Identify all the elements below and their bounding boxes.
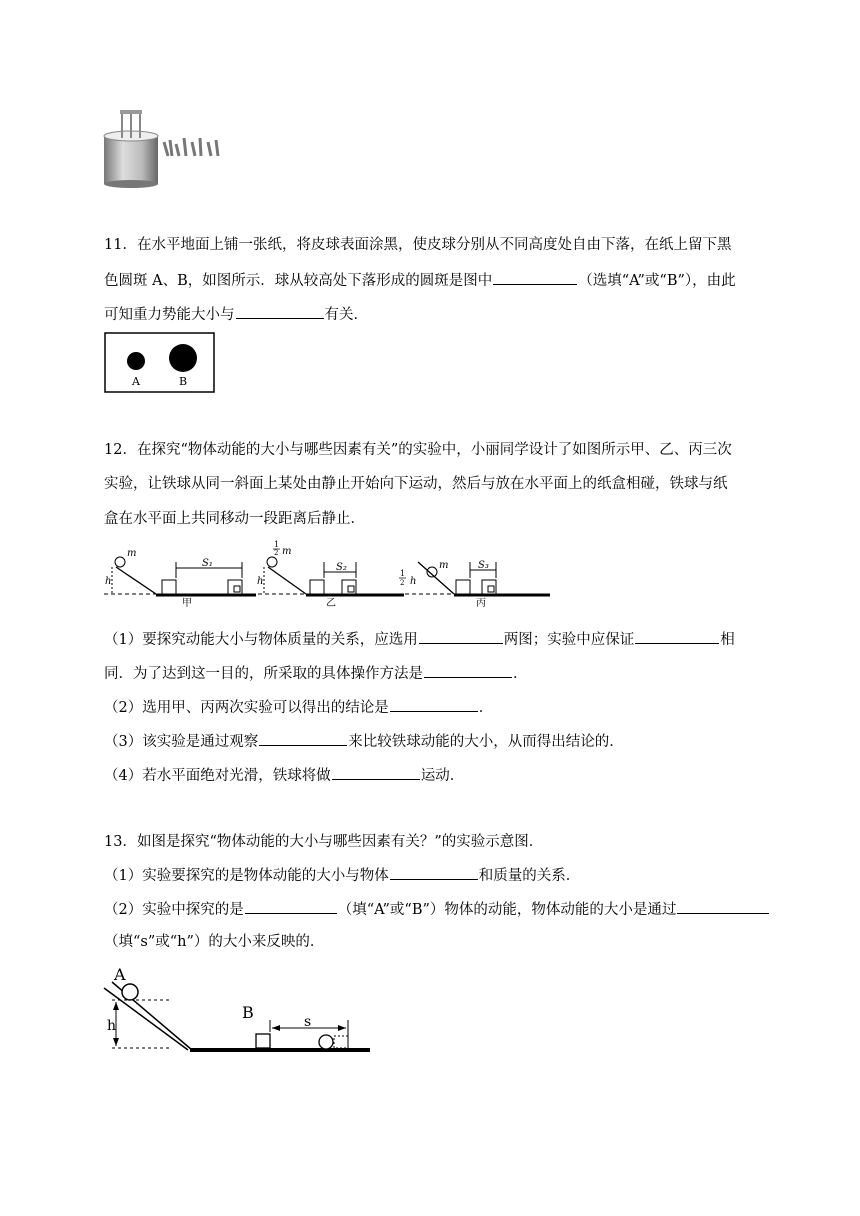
q12-text: ． <box>513 666 528 682</box>
q12-three-experiments-figure <box>104 540 552 612</box>
q11-answer-blank-1[interactable] <box>493 270 577 285</box>
spot-a <box>127 352 145 370</box>
q12-part-1-line-2 <box>104 663 528 684</box>
q11-text: 可知重力势能大小与 <box>104 307 235 323</box>
q12-text: ． <box>478 700 494 716</box>
q12-part-3 <box>104 731 624 752</box>
q13-answer-blank-1[interactable] <box>390 865 478 880</box>
q12-answer-blank-6[interactable] <box>332 765 420 780</box>
q13-part-1 <box>104 865 580 886</box>
q13-text: 和质量的关系． <box>478 868 581 884</box>
label-m: m <box>282 546 292 557</box>
q12-text: （3）该实验是通过观察 <box>104 734 259 750</box>
experiment-bing <box>399 560 550 609</box>
label-b: B <box>242 1003 254 1022</box>
q12-text: （2）选用甲、丙两次实验可以得出的结论是 <box>104 700 389 716</box>
label-m: m <box>439 560 449 571</box>
ball-a <box>122 984 138 1000</box>
q11-text: 有关． <box>324 307 368 323</box>
q12-part-1-line-1 <box>104 629 735 650</box>
label-m: m <box>127 548 137 559</box>
label-h: h <box>410 576 417 587</box>
experiment-yi <box>257 540 404 609</box>
q12-text: 两图；实验中应保证 <box>503 632 635 648</box>
q13-part-2-line-1 <box>104 899 770 920</box>
label-a: A <box>114 965 126 984</box>
q12-line-1: 12．在探究“物体动能的大小与哪些因素有关”的实验中，小丽同学设计了如图所示甲、乙、丙三次 <box>104 442 732 458</box>
label-half-den: 2 <box>274 549 279 557</box>
q12-line-2: 实验，让铁球从同一斜面上某处由静止开始向下运动，然后与放在水平面上的纸盒相碰，铁球与纸 <box>104 476 728 492</box>
label-s3: S₃ <box>478 560 489 571</box>
q12-text: （4）若水平面绝对光滑，铁球将做 <box>104 768 331 784</box>
label-h: h <box>105 576 112 587</box>
q13-answer-blank-3[interactable] <box>677 899 769 914</box>
q12-answer-blank-4[interactable] <box>390 697 478 712</box>
q13-text: （填“A”或“B”）物体的动能，物体动能的大小是通过 <box>337 902 677 918</box>
q12-text: 同．为了达到这一目的，所采取的具体操作方法是 <box>104 666 423 682</box>
label-h: h <box>257 576 264 587</box>
q13-answer-blank-2[interactable] <box>245 899 337 914</box>
q12-text: 来比较铁球动能的大小，从而得出结论的． <box>348 734 624 750</box>
q12-part-4 <box>104 765 464 786</box>
label-jia: 甲 <box>182 598 192 609</box>
q12-answer-blank-2[interactable] <box>635 629 719 644</box>
q11-text: （选填“A”或“B”），由此 <box>578 273 736 289</box>
q11-line-3 <box>104 304 368 325</box>
label-half: 1 <box>274 540 280 549</box>
label-s: s <box>304 1014 312 1030</box>
q13-text: （2）实验中探究的是 <box>104 902 244 918</box>
q12-answer-blank-1[interactable] <box>419 629 503 644</box>
label-s2: S₂ <box>336 562 347 573</box>
q11-text: 色圆斑 A、B，如图所示．球从较高处下落形成的圆斑是图中 <box>104 273 493 289</box>
q12-text: （1）要探究动能大小与物体质量的关系，应选用 <box>104 632 418 648</box>
q12-text: 运动． <box>420 768 465 784</box>
label-s1: S₁ <box>202 558 213 569</box>
q13-incline-figure <box>102 958 370 1068</box>
spot-b <box>169 344 197 372</box>
label-h: h <box>107 1018 117 1034</box>
q11-line-1: 11．在水平地面上铺一张纸，将皮球表面涂黑，使皮球分别从不同高度处自由下落，在纸上留下黑 <box>104 237 732 253</box>
q11-answer-blank-2[interactable] <box>236 304 324 319</box>
drop-apparatus-figure <box>100 108 224 188</box>
q11-line-2 <box>104 270 736 291</box>
q12-answer-blank-5[interactable] <box>259 731 347 746</box>
spot-a-label: A <box>132 375 140 388</box>
q13-line-1: 13．如图是探究“物体动能的大小与哪些因素有关？”的实验示意图． <box>104 834 544 850</box>
label-yi: 乙 <box>326 598 336 609</box>
q13-text: （1）实验要探究的是物体动能的大小与物体 <box>104 868 389 884</box>
q11-spots-figure <box>104 332 215 393</box>
q12-answer-blank-3[interactable] <box>424 663 512 678</box>
ball-b-position <box>319 1035 333 1049</box>
q13-part-2-line-2: （填“s”或“h”）的大小来反映的． <box>104 934 325 950</box>
experiment-jia <box>105 548 256 609</box>
q12-text: 相 <box>720 632 735 648</box>
q12-line-3: 盒在水平面上共同移动一段距离后静止． <box>104 511 365 527</box>
spot-b-label: B <box>178 375 188 388</box>
q12-part-2 <box>104 697 493 718</box>
label-half: 1 <box>400 569 406 578</box>
label-bing: 丙 <box>476 598 486 609</box>
block-b <box>256 1034 270 1048</box>
label-half-den: 2 <box>400 579 405 587</box>
